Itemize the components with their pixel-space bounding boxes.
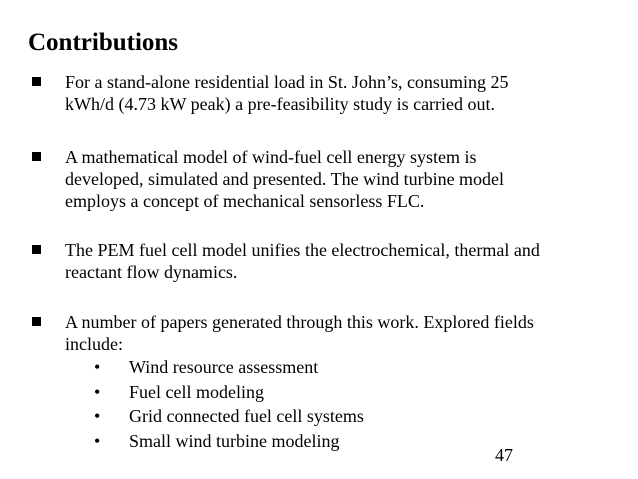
- sub-item-text: Fuel cell modeling: [129, 381, 264, 402]
- bullet-line: kWh/d (4.73 kW peak) a pre-feasibility study is carried out.: [65, 94, 496, 114]
- slide-title: Contributions: [28, 29, 179, 56]
- sub-item-text: Small wind turbine modeling: [129, 430, 340, 451]
- bullet-line: include:: [65, 334, 123, 354]
- bullet-text: [65, 146, 590, 212]
- square-bullet-icon: [32, 77, 41, 86]
- page-number: 47: [495, 445, 513, 465]
- sub-item-text: Wind resource assessment: [129, 357, 319, 377]
- square-bullet-icon: [32, 317, 41, 326]
- bullet-line: For a stand-alone residential load in St. John’s, consuming 25: [65, 72, 509, 92]
- bullet-line: A mathematical model of wind-fuel cell energy system is: [65, 147, 477, 167]
- bullet-line: The PEM fuel cell model unifies the electrochemical, thermal and: [65, 240, 540, 260]
- round-bullet-icon: •: [94, 381, 101, 402]
- round-bullet-icon: •: [94, 357, 101, 377]
- bullet-line: developed, simulated and presented. The wind turbine model: [65, 169, 505, 189]
- square-bullet-icon: [32, 152, 41, 161]
- sub-item-text: Grid connected fuel cell systems: [129, 406, 364, 426]
- bullet-text: [65, 311, 590, 355]
- bullet-line: employs a concept of mechanical sensorless FLC.: [65, 191, 425, 211]
- bullet-line: reactant flow dynamics.: [65, 262, 238, 282]
- square-bullet-icon: [32, 245, 41, 254]
- bullet-text: [65, 71, 590, 115]
- bullet-line: A number of papers generated through this work. Explored fields: [65, 312, 534, 332]
- round-bullet-icon: •: [94, 406, 101, 426]
- round-bullet-icon: •: [94, 430, 101, 451]
- bullet-text: [65, 239, 590, 283]
